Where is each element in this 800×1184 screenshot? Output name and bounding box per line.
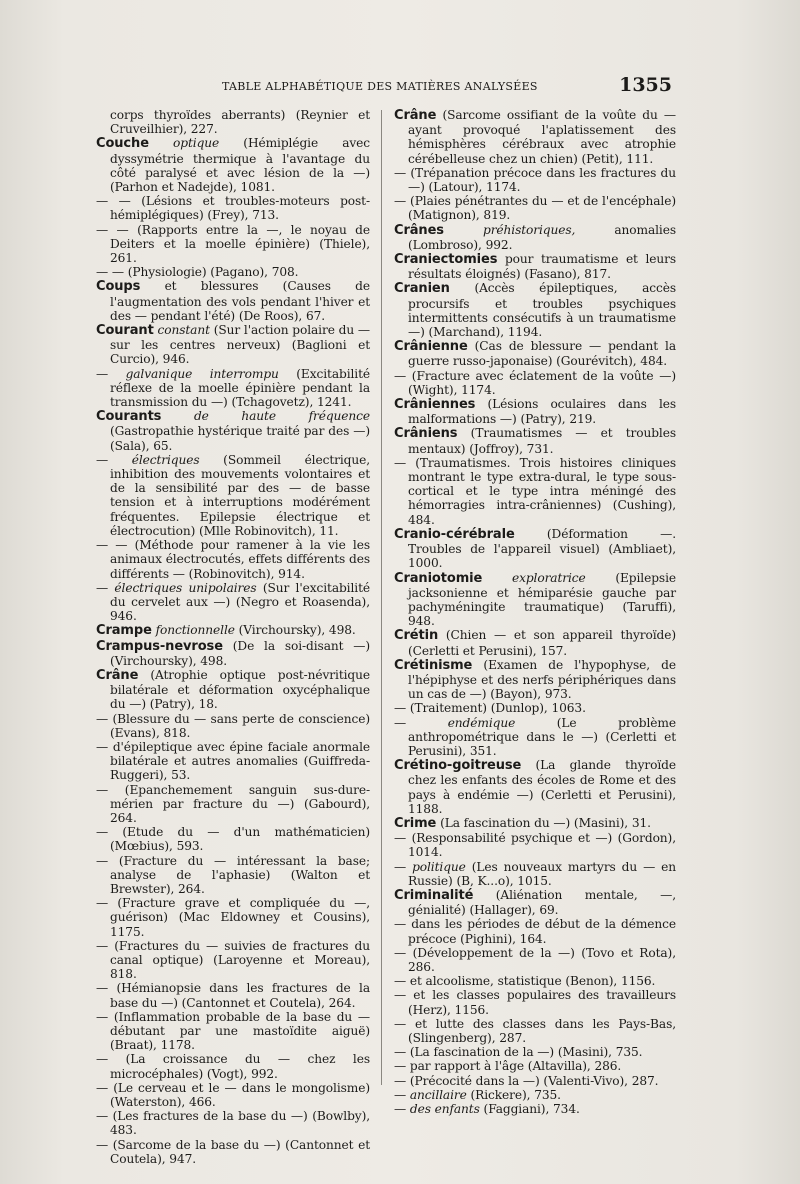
index-entry (394, 758, 676, 816)
index-entry (96, 639, 370, 668)
entry-qualifier: exploratrice (511, 570, 586, 585)
entry-text: (Aliénation mentale, —, génialité) (Hallager), 69. (408, 887, 676, 918)
entry-text: (Gastropathie hystérique traité par des —) (Sala), 65. (110, 424, 370, 453)
entry-text: — (Précocité dans la —) (Valenti-Vivo), 287. (394, 1073, 659, 1088)
entry-qualifier: galvanique interrompu (125, 366, 279, 381)
entry-text: (Sur l'excitabilité du cervelet aux —) (Negro et Roasenda), 946. (110, 580, 370, 624)
index-entry (394, 1088, 676, 1102)
entry-text: (La glande thyroïde chez les enfants des écoles de Rome et des pays à endémie —) (Cerletti et Perusini), 1188. (408, 758, 676, 816)
index-entry (394, 571, 676, 629)
index-entry (394, 339, 676, 368)
index-entry (394, 1045, 676, 1059)
entry-text: — (Fracture grave et compliquée du —, guérison) (Mac Eldowney et Cousins), 1175. (96, 896, 370, 939)
entry-dash: — (96, 580, 109, 595)
index-entry (394, 281, 676, 339)
entry-text: — (Fracture du — intéressant la base; analyse de l'aphasie) (Walton et Brewster), 264. (96, 853, 370, 896)
entry-headword: Couche (96, 136, 149, 152)
entry-text: — par rapport à l'âge (Altavilla), 286. (394, 1059, 622, 1074)
index-entry (96, 1052, 370, 1080)
entry-text: — (Responsabilité psychique et —) (Gordon), 1014. (394, 831, 676, 860)
column-divider (381, 110, 382, 1085)
entry-headword: Crampe (96, 623, 152, 639)
index-entry (96, 783, 370, 826)
entry-text: — — (Physiologie) (Pagano), 708. (96, 265, 299, 280)
entry-text: — (Etude du — d'un mathématicien) (Mœbius), 593. (96, 825, 370, 854)
index-entry (96, 223, 370, 266)
entry-text: — (Epanchemement sanguin sus-dure-mérien par fracture du —) (Gabourd), 264. (96, 782, 370, 825)
entry-text: — (La croissance du — chez les microcéphales) (Vogt), 992. (96, 1052, 370, 1081)
index-entry (96, 265, 370, 279)
index-entry (96, 108, 370, 136)
index-entry (394, 527, 676, 571)
entry-qualifier: endémique (447, 715, 516, 730)
entry-qualifier: de haute fréquence (193, 409, 370, 424)
entry-text: (De la soi-disant —) (Virchoursky), 498. (110, 638, 370, 668)
index-entry (394, 1059, 676, 1073)
entry-headword: Crânes (394, 222, 444, 238)
entry-text: (Hémiplégie avec dyssymétrie thermique à l'avantage du côté paralysé et avec lésion de la —) (Parhon et Nadejde), 1081. (110, 136, 370, 195)
index-entry (394, 946, 676, 974)
index-entry (96, 194, 370, 222)
index-column-left (96, 108, 370, 1166)
index-entry (96, 896, 370, 939)
entry-qualifier: préhistoriques, (483, 222, 576, 237)
entry-text: (Déformation —. Troubles de l'appareil visuel) (Ambliaet), 1000. (408, 526, 676, 571)
index-entry (96, 1138, 370, 1166)
entry-text: (Le problème anthropométrique dans le —) (Cerletti et Perusini), 351. (408, 715, 676, 758)
entry-text: (Cas de blessure — pendant la guerre russo-japonaise) (Gourévitch), 484. (408, 339, 676, 369)
entry-text: — (Fracture avec éclatement de la voûte —) (Wight), 1174. (394, 368, 676, 397)
index-entry (394, 860, 676, 888)
entry-text: (Sarcome ossifiant de la voûte du — ayant provoqué l'aplatissement des hémisphères cérébraux avec atrophie cérébelleuse chez un chien) (Petit), 111. (408, 108, 676, 166)
index-entry (96, 1109, 370, 1137)
entry-headword: Craniectomies (394, 252, 498, 268)
entry-dash: — (394, 859, 407, 874)
entry-qualifier: ancillaire (409, 1087, 467, 1102)
index-entry (394, 456, 676, 527)
index-entry (394, 426, 676, 455)
entry-text: (Examen de l'hypophyse, de l'hépiphyse et des nerfs périphériques dans un cas de —) (Bayon), 973. (408, 657, 676, 702)
index-entry (96, 981, 370, 1009)
index-entry (394, 701, 676, 715)
entry-text: (Sommeil électrique, inhibition des mouvements volontaires et de la sensibilité par des — de basse tension et à interruptions modérément fréquentes. Epilepsie électrique et électrocution) (Mlle Robinovitch), 11. (110, 452, 370, 538)
index-entry (394, 1017, 676, 1045)
entry-headword: Courants (96, 409, 162, 425)
index-entry (96, 825, 370, 853)
entry-text: (Faggiani), 734. (483, 1102, 580, 1117)
index-entry (96, 136, 370, 194)
index-entry (394, 166, 676, 194)
running-header (0, 74, 800, 104)
entry-headword: Crampus-nevrose (96, 638, 223, 654)
index-entry (394, 1102, 676, 1116)
index-entry (394, 888, 676, 917)
entry-text: corps thyroïdes aberrants) (Reynier et Cruveilhier), 227. (110, 108, 370, 137)
entry-text: et blessures (Causes de l'augmentation des vols pendant l'hiver et des — pendant l'été) (De Roos), 67. (110, 279, 370, 323)
entry-headword: Crânienne (394, 339, 468, 355)
entry-qualifier: des enfants (409, 1102, 480, 1117)
index-entry (96, 712, 370, 740)
index-entry (96, 854, 370, 897)
entry-text: — (Fractures du — suivies de fractures du canal optique) (Laroyenne et Moreau), 818. (96, 938, 370, 982)
index-entry (96, 939, 370, 982)
index-entry (96, 1081, 370, 1109)
index-entry (394, 716, 676, 759)
entry-text: — (Les fractures de la base du —) (Bowlby), 483. (96, 1109, 370, 1138)
entry-text: — (Trépanation précoce dans les fractures du —) (Latour), 1174. (394, 165, 676, 195)
page-number: 1355 (619, 74, 672, 96)
index-entry (96, 538, 370, 581)
entry-text: — — (Méthode pour ramener à la vie les animaux électrocutés, effets différents des différents — (Robinovitch), 914. (96, 538, 370, 581)
entry-text: (Les nouveaux martyrs du — en Russie) (B, K...o), 1015. (408, 859, 676, 888)
index-entry (394, 974, 676, 988)
entry-qualifier: optique (173, 136, 220, 151)
index-entry (394, 988, 676, 1016)
entry-text: — et les classes populaires des travailleurs (Herz), 1156. (394, 988, 676, 1017)
entry-text: (Epilepsie jacksonienne et hémiparésie gauche par pachyméningite traumatique) (Taruffi), 948. (408, 570, 676, 629)
entry-headword: Coups (96, 279, 141, 295)
entry-text: (Atrophie optique post-névritique bilatérale et déformation oxycéphalique du —) (Patry), 18. (110, 667, 370, 712)
index-entry (394, 917, 676, 945)
entry-text: — — (Rapports entre la —, le noyau de Deiters et la moelle épinière) (Thiele), 261. (96, 222, 370, 266)
entry-headword: Crétin (394, 628, 439, 644)
entry-text: — (Développement de la —) (Tovo et Rota), 286. (394, 945, 676, 974)
index-entry (394, 108, 676, 166)
entry-headword: Courant (96, 323, 154, 339)
entry-text: (La fascination du —) (Masini), 31. (440, 815, 651, 830)
entry-dash: — (394, 715, 407, 730)
entry-text: — — (Lésions et troubles-moteurs post-hémiplégiques) (Frey), 713. (96, 194, 370, 223)
entry-text: (Chien — et son appareil thyroïde) (Cerletti et Perusini), 157. (408, 628, 677, 658)
index-entry (96, 323, 370, 367)
index-entry (96, 623, 370, 638)
entry-headword: Crâniennes (394, 397, 476, 413)
entry-text: — (La fascination de la —) (Masini), 735. (394, 1045, 643, 1060)
entry-qualifier: constant (157, 323, 210, 338)
entry-dash: — (394, 1102, 407, 1117)
entry-qualifier: électriques unipolaires (114, 580, 257, 595)
index-entry (394, 369, 676, 397)
header-title: TABLE ALPHABÉTIQUE DES MATIÈRES ANALYSÉES (222, 80, 538, 93)
index-entry (394, 628, 676, 657)
entry-dash: — (96, 452, 109, 467)
index-entry (394, 194, 676, 222)
entry-dash: — (394, 1087, 407, 1102)
entry-text: — (Sarcome de la base du —) (Cantonnet et Coutela), 947. (96, 1137, 370, 1166)
entry-text: (Sur l'action polaire du — sur les centres nerveux) (Baglioni et Curcio), 946. (110, 323, 370, 367)
entry-dash: — (96, 366, 109, 381)
entry-text: — (Inflammation probable de la base du — débutant par une mastoïdite aiguë) (Braat), 1178. (96, 1009, 370, 1053)
entry-headword: Crâniens (394, 426, 458, 442)
entry-headword: Cranien (394, 281, 450, 297)
entry-text: (Rickere), 735. (470, 1087, 561, 1102)
entry-qualifier: fonctionnelle (155, 623, 235, 638)
entry-headword: Crétinisme (394, 657, 473, 673)
entry-text: — (Blessure du — sans perte de conscience) (Evans), 818. (96, 711, 370, 740)
index-entry (96, 367, 370, 410)
index-entry (394, 252, 676, 281)
index-entry (394, 397, 676, 426)
index-entry (394, 816, 676, 831)
index-entry (96, 279, 370, 323)
entry-text: — (Traitement) (Dunlop), 1063. (394, 701, 586, 716)
index-entry (394, 658, 676, 702)
entry-text: — (Traumatismes. Trois histoires cliniques montrant le type extra-dural, le type sous-cortical et le type intra méningé des hémorragies intra-crâniennes) (Cushing), 484. (394, 455, 676, 527)
index-entry (96, 453, 370, 538)
entry-headword: Cranio-cérébrale (394, 526, 515, 542)
index-entry (96, 1010, 370, 1053)
entry-text: (Lésions oculaires dans les malformations —) (Patry), 219. (408, 397, 677, 427)
entry-qualifier: électriques (131, 452, 200, 467)
entry-headword: Criminalité (394, 887, 474, 903)
entry-text: — (Hémianopsie dans les fractures de la base du —) (Cantonnet et Coutela), 264. (96, 981, 370, 1010)
index-entry (96, 740, 370, 783)
entry-text: (Traumatismes — et troubles mentaux) (Joffroy), 731. (408, 426, 676, 456)
index-entry (394, 223, 676, 252)
index-entry (394, 831, 676, 859)
entry-text: — (Le cerveau et le — dans le mongolisme) (Waterston), 466. (96, 1080, 370, 1110)
entry-headword: Crâne (394, 108, 437, 123)
index-entry (96, 409, 370, 453)
entry-text: — d'épileptique avec épine faciale anormale bilatérale et autres anomalies (Guiffreda-Ruggeri), 53. (96, 739, 370, 783)
entry-text: — et alcoolisme, statistique (Benon), 1156. (394, 974, 656, 989)
entry-text: — dans les périodes de début de la démence précoce (Pighini), 164. (394, 917, 676, 946)
entry-text: — et lutte des classes dans les Pays-Bas, (Slingenberg), 287. (394, 1016, 676, 1045)
index-column-right (394, 108, 676, 1116)
entry-headword: Crétino-goitreuse (394, 758, 522, 774)
entry-headword: Crâne (96, 667, 139, 683)
entry-text: (Excitabilité réflexe de la moelle épinière pendant la transmission du —) (Tchagovetz), 1241. (110, 366, 370, 410)
entry-text: pour traumatisme et leurs résultats éloignés) (Fasano), 817. (408, 252, 676, 282)
entry-headword: Craniotomie (394, 570, 483, 586)
entry-qualifier: politique (412, 859, 466, 874)
index-entry (96, 581, 370, 624)
index-entry (96, 668, 370, 712)
entry-text: (Virchoursky), 498. (238, 623, 356, 638)
entry-text: anomalies (Lombroso), 992. (408, 222, 676, 252)
entry-text: — (Plaies pénétrantes du — et de l'encéphale) (Matignon), 819. (394, 194, 676, 223)
entry-text: (Accès épileptiques, accès procursifs et troubles psychiques intermittents consécutifs à un traumatisme —) (Marchand), 1194. (408, 281, 676, 340)
entry-headword: Crime (394, 815, 437, 831)
index-entry (394, 1074, 676, 1088)
